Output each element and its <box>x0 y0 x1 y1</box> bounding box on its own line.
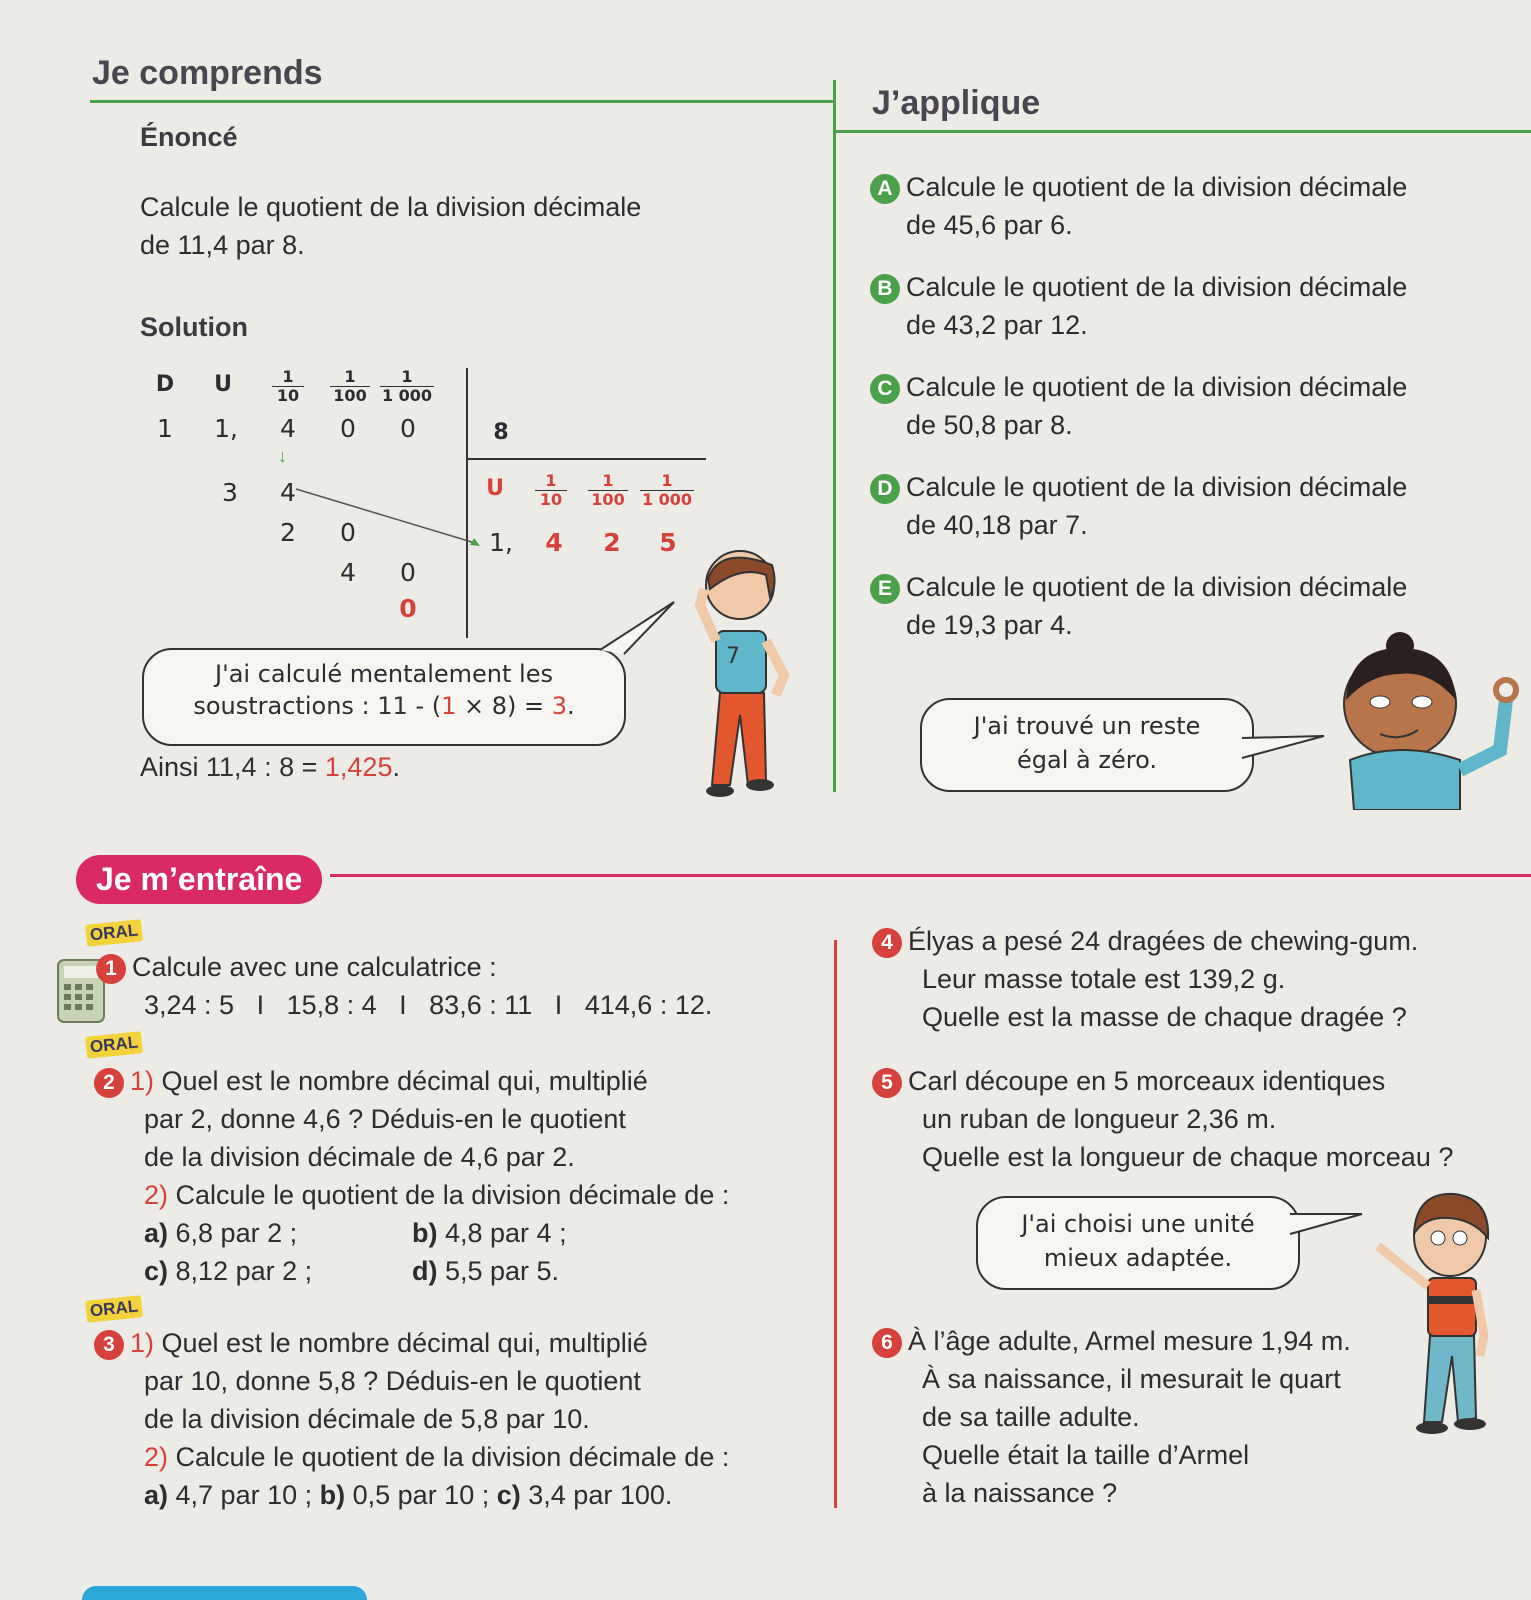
remainder: 0 <box>399 594 417 623</box>
step-digit: 4 <box>340 558 356 587</box>
exercise-2: 2 1) Quel est le nombre décimal qui, multiplié par 2, donne 4,6 ? Déduis-en le quotient de la division décimale de 4,6 par 2. 2) Calcule le quotient de la division décimale de : a) 6,8 par 2 ; b) 4,8 par 4 ; c) 8,12 par 2 ; d) 5,5 par 5. <box>94 1062 729 1290</box>
badge-a-icon: A <box>870 174 900 204</box>
exercise-3: 3 1) Quel est le nombre décimal qui, multiplié par 10, donne 5,8 ? Déduis-en le quotient de la division décimale de 5,8 par 10. 2) Calcule le quotient de la division décimale de : a) 4,7 par 10 ; b) 0,5 par 10 ; c) 3,4 par 100. <box>94 1324 729 1514</box>
badge-2-icon: 2 <box>94 1068 124 1098</box>
badge-c-icon: C <box>870 374 900 404</box>
badge-6-icon: 6 <box>872 1328 902 1358</box>
boy-illustration <box>680 545 800 815</box>
section-title-j-applique: J’applique <box>872 84 1041 122</box>
blue-tab-bottom <box>82 1586 367 1600</box>
dividend-digit: 0 <box>400 414 416 443</box>
header-u: U <box>214 372 232 397</box>
quotient-digit: 1, <box>489 528 513 557</box>
applique-item-c: C Calcule le quotient de la division décimale de 50,8 par 8. <box>870 368 1407 444</box>
applique-item-d: D Calcule le quotient de la division décimale de 40,18 par 7. <box>870 468 1407 544</box>
pink-divider <box>330 874 1531 877</box>
green-divider-top-right <box>835 130 1531 133</box>
applique-item-e: E Calcule le quotient de la division décimale de 19,3 par 4. <box>870 568 1407 644</box>
header-thousandth: $\frac{1}{1 000}$ <box>381 367 433 405</box>
dividend-digit: 1 <box>157 414 173 443</box>
badge-3-icon: 3 <box>94 1330 124 1360</box>
bubble-tail-unit <box>1286 1204 1366 1244</box>
exercise-6: 6 À l’âge adulte, Armel mesure 1,94 m. À sa naissance, il mesurait le quart de sa taille adulte. Quelle était la taille d’Armel à la naissance ? <box>872 1322 1351 1512</box>
header-tenth-right: $\frac{1}{10}$ <box>535 472 567 509</box>
speech-bubble-left: J'ai calculé mentalement les soustractions : 11 - (1 × 8) = 3. <box>142 648 626 746</box>
step-digit: 2 <box>280 518 296 547</box>
red-vertical-divider <box>834 940 837 1508</box>
header-d: D <box>155 372 175 397</box>
quotient-digit: 4 <box>545 528 563 557</box>
badge-b-icon: B <box>870 274 900 304</box>
badge-d-icon: D <box>870 474 900 504</box>
section-title-je-m-entraine: Je m’entraîne <box>76 855 322 904</box>
exercise-5: 5 Carl découpe en 5 morceaux identiques un ruban de longueur 2,36 m. Quelle est la longueur de chaque morceau ? <box>872 1062 1453 1176</box>
badge-5-icon: 5 <box>872 1068 902 1098</box>
oral-tag: ORAL <box>85 1031 143 1059</box>
arrow-down-icon: ↓ <box>278 446 287 466</box>
ainsi-result: Ainsi 11,4 : 8 = 1,425. <box>140 752 400 782</box>
oral-tag: ORAL <box>85 1295 143 1323</box>
section-title-je-comprends: Je comprends <box>92 54 323 92</box>
enonce-text: Calcule le quotient de la division décimale de 11,4 par 8. <box>140 192 642 260</box>
green-divider-top-left <box>90 100 835 103</box>
oral-tag: ORAL <box>85 919 143 947</box>
step-digit: 4 <box>280 478 296 507</box>
applique-item-a: A Calcule le quotient de la division décimale de 45,6 par 6. <box>870 168 1407 244</box>
step-digit: 0 <box>340 518 356 547</box>
green-divider-vertical <box>833 80 836 792</box>
step-digit: 0 <box>400 558 416 587</box>
diagonal-arrow-icon <box>290 483 490 553</box>
dividend-digit: 0 <box>340 414 356 443</box>
solution-label: Solution <box>140 312 248 342</box>
armel-illustration <box>1370 1186 1520 1456</box>
header-u-right: U <box>486 476 504 501</box>
bubble-tail-left <box>590 598 680 658</box>
division-horizontal-line <box>466 458 706 460</box>
badge-e-icon: E <box>870 574 900 604</box>
quotient-digit: 2 <box>603 528 621 557</box>
bubble-tail-right <box>1238 730 1328 770</box>
enonce-label: Énoncé <box>140 122 238 152</box>
dividend-digit: 1, <box>214 414 238 443</box>
speech-bubble-right: J'ai trouvé un reste égal à zéro. <box>920 698 1254 792</box>
header-hundredth: $\frac{1}{100}$ <box>330 368 370 405</box>
header-thousandth-right: $\frac{1}{1 000}$ <box>641 471 693 509</box>
speech-bubble-unit: J'ai choisi une unité mieux adaptée. <box>976 1196 1300 1290</box>
divisor: 8 <box>493 420 509 445</box>
exercise-1: 1 Calcule avec une calculatrice : 3,24 : 5 I 15,8 : 4 I 83,6 : 11 I 414,6 : 12. <box>96 948 712 1024</box>
badge-4-icon: 4 <box>872 928 902 958</box>
dividend-digit: 4 <box>280 414 296 443</box>
applique-item-b: B Calcule le quotient de la division décimale de 43,2 par 12. <box>870 268 1407 344</box>
badge-1-icon: 1 <box>96 954 126 984</box>
exercise-4: 4 Élyas a pesé 24 dragées de chewing-gum. Leur masse totale est 139,2 g. Quelle est la masse de chaque dragée ? <box>872 922 1418 1036</box>
girl-illustration <box>1330 630 1530 810</box>
quotient-digit: 5 <box>659 528 677 557</box>
svg-text:7: 7 <box>726 644 740 669</box>
header-hundredth-right: $\frac{1}{100}$ <box>588 472 628 509</box>
step-digit: 3 <box>222 478 238 507</box>
header-tenth: $\frac{1}{10}$ <box>272 368 304 405</box>
